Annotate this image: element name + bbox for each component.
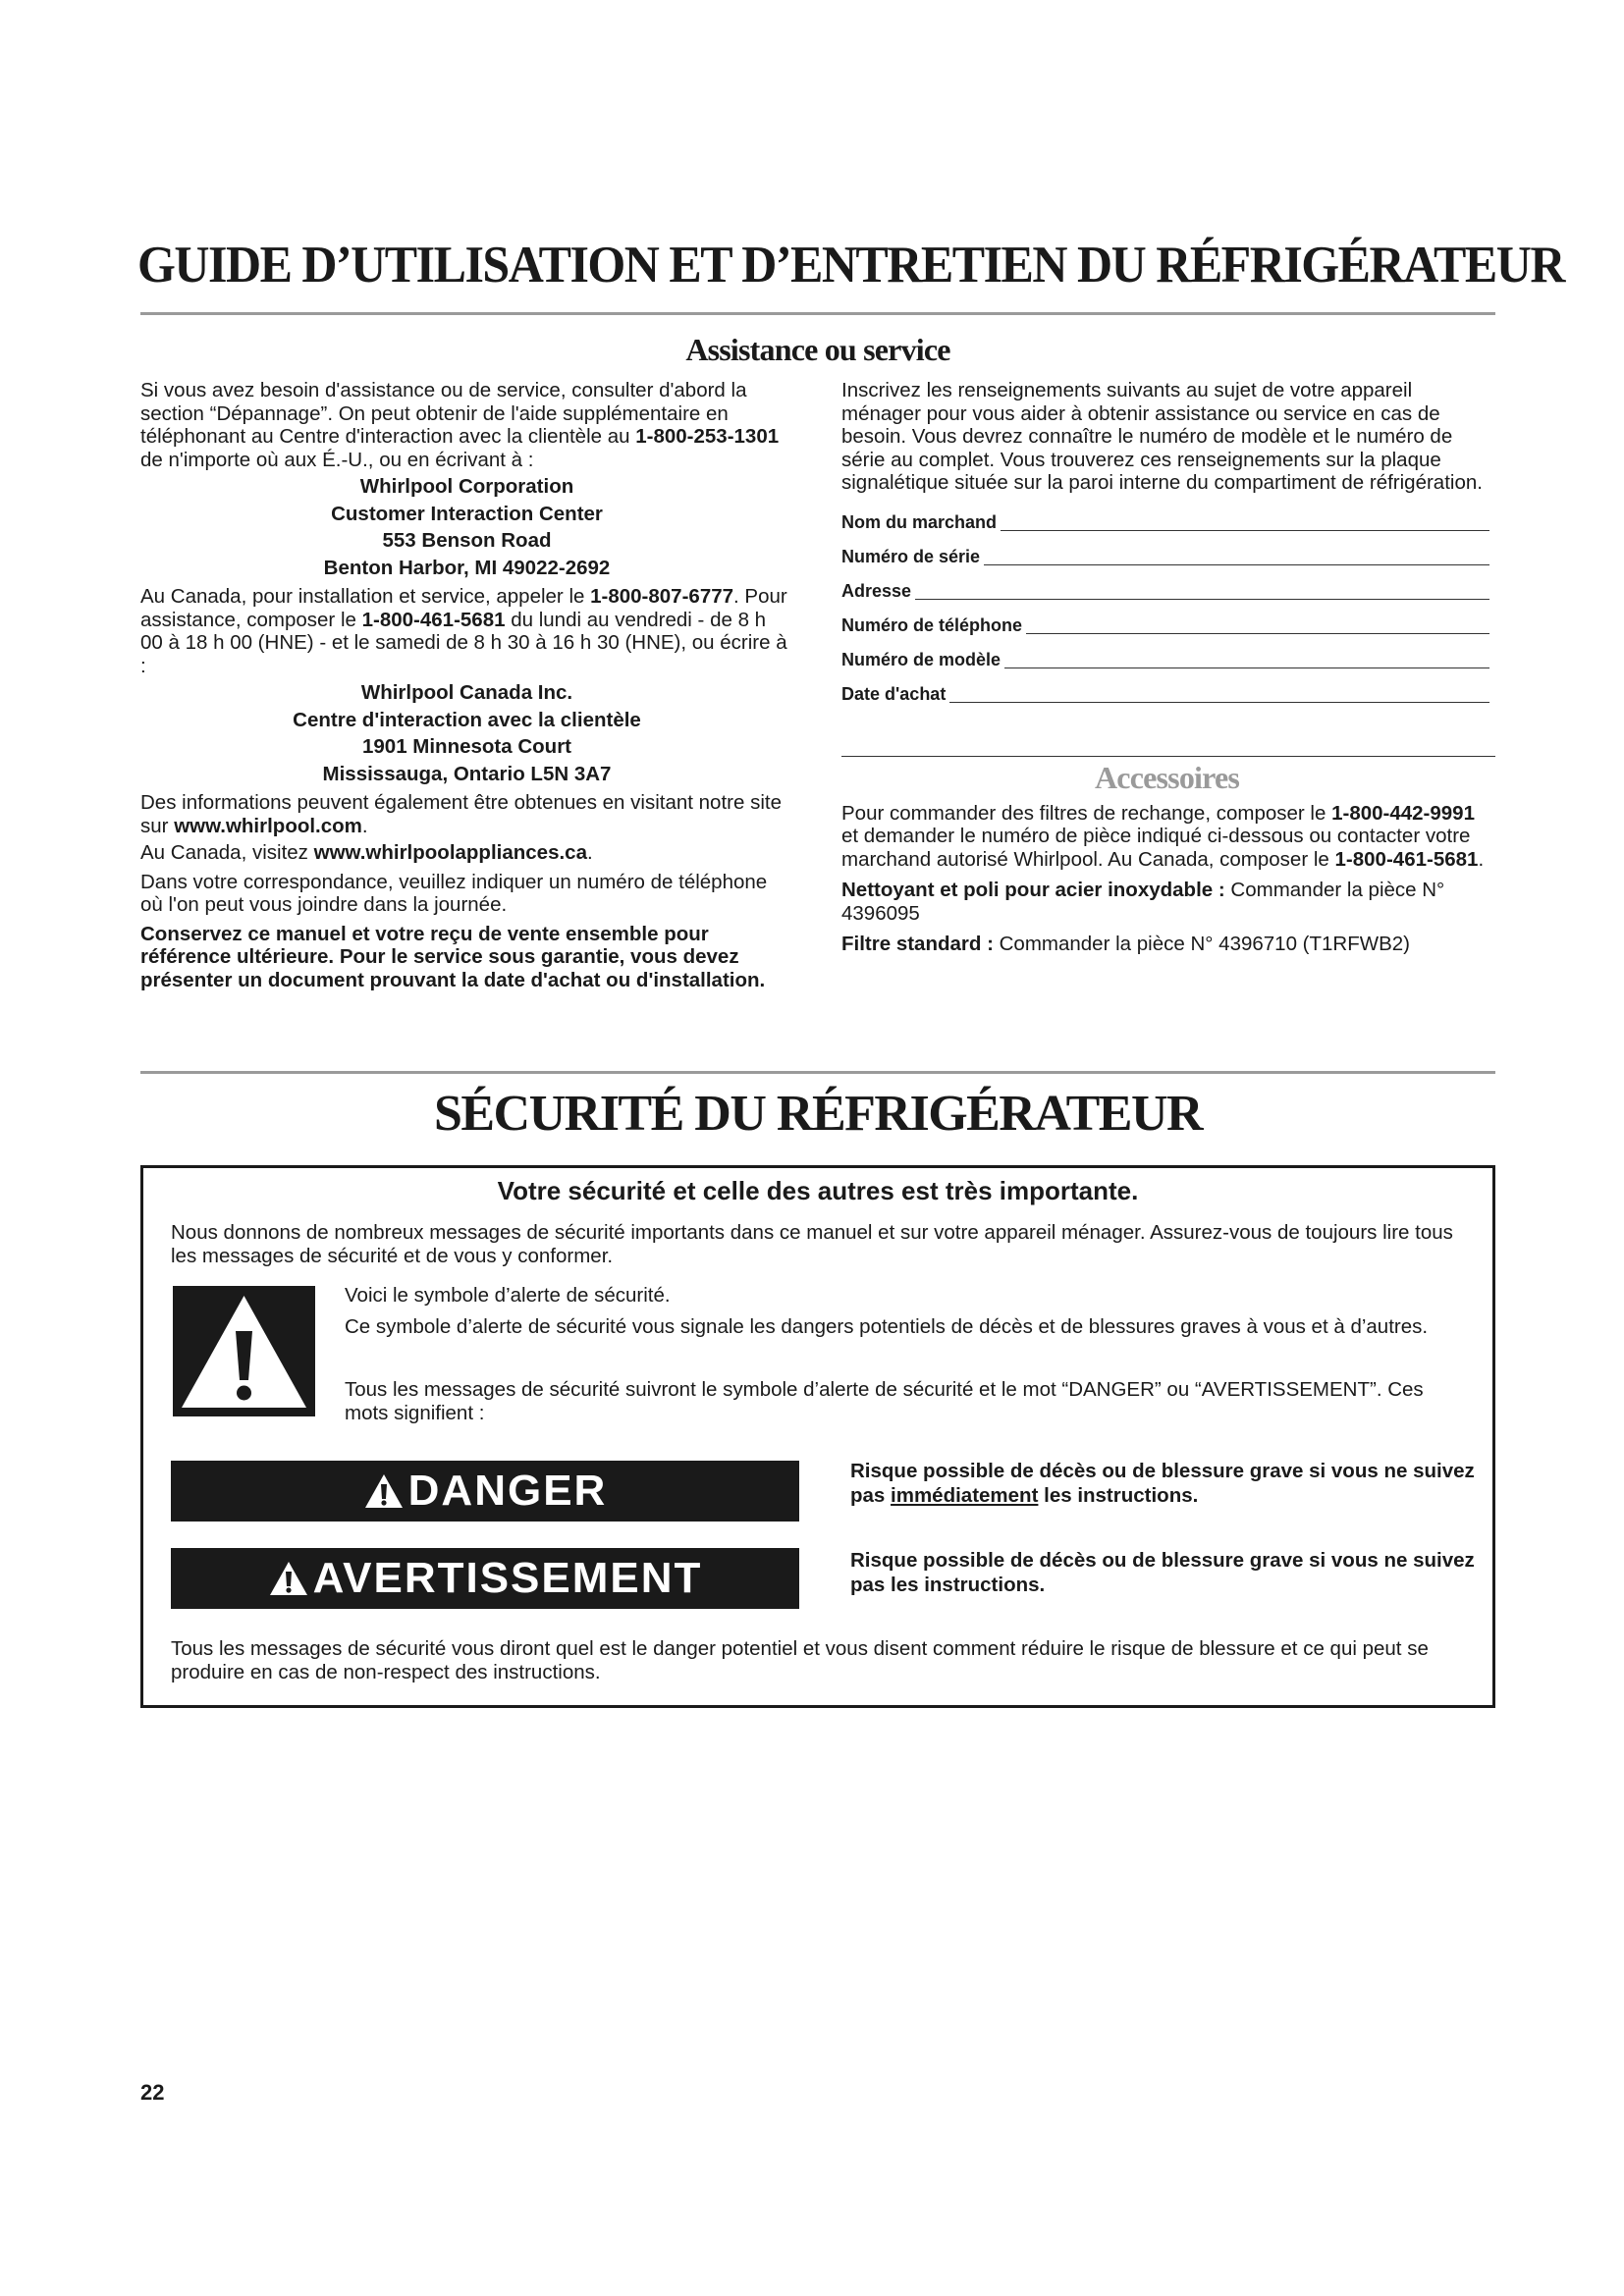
correspondence-text: Dans votre correspondance, veuillez indiquer un numéro de téléphone où l'on peut vous joindre dans la journée. — [140, 870, 768, 916]
canada-assist-phone: 1-800-461-5681 — [361, 608, 506, 631]
field-phone-number[interactable]: Numéro de téléphone — [841, 604, 1489, 638]
assistance-column — [140, 379, 793, 995]
accessory-item-filter: Filtre standard : Commander la pièce N° 4396710 (T1RFWB2) — [841, 933, 1410, 955]
follow-text: Tous les messages de sécurité suivront le symbole d’alerte de sécurité et le mot “DANGER” ou “AVERTISSEMENT”. Ces mots signifient : — [345, 1378, 1424, 1424]
safety-intro: Nous donnons de nombreux messages de sécurité importants dans ce manuel et sur votre appareil ménager. Assurez-vous de toujours lire tous les messages de sécurité et de vous y conformer. — [171, 1221, 1453, 1267]
accessories-divider — [841, 756, 1495, 758]
keep-manual-note: Conservez ce manuel et votre reçu de vente ensemble pour référence ultérieure. Pour le service sous garantie, vous devez présenter un document prouvant la date d'achat ou d'installation. — [140, 922, 766, 991]
warning-triangle-icon — [173, 1286, 315, 1416]
record-column — [841, 379, 1492, 960]
canada-install-phone: 1-800-807-6777 — [590, 585, 734, 608]
field-serial-number[interactable]: Numéro de série — [841, 535, 1489, 569]
us-address: Whirlpool Corporation Customer Interaction Center 553 Benson Road Benton Harbor, MI 49022-2692 — [323, 475, 611, 579]
accessories-order-text: Pour commander des filtres de rechange, composer le 1-800-442-9991 et demander le numéro de pièce indiqué ci-dessous ou contacter votre marchand autorisé Whirlpool. Au Canada, composer le 1-800-461-5681. — [841, 801, 1485, 871]
accessories-phone-canada: 1-800-461-5681 — [1334, 847, 1479, 871]
record-form — [841, 501, 1489, 707]
whirlpool-link[interactable]: www.whirlpool.com — [174, 814, 362, 837]
danger-description: Risque possible de décès ou de blessure grave si vous ne suivez pas immédiatement les instructions. — [850, 1460, 1475, 1507]
accessories-heading: Accessoires — [1095, 760, 1239, 795]
accessory-item-cleaner: Nettoyant et poli pour acier inoxydable : Commander la pièce N° 4396095 — [841, 879, 1445, 925]
assistance-heading: Assistance ou service — [685, 332, 950, 367]
warning-description: Risque possible de décès ou de blessure grave si vous ne suivez pas les instructions. — [850, 1549, 1475, 1596]
canada-web-info: Au Canada, visitez www.whirlpoolappliances.ca. — [140, 841, 593, 864]
safety-box — [140, 1165, 1495, 1708]
canada-service-text: Au Canada, pour installation et service, appeler le 1-800-807-6777. Pour assistance, composer le 1-800-461-5681 du lundi au vendredi - de 8 h 00 à 18 h 00 (HNE) - et le samedi de 8 h 30 à 16 h 30 (HNE), ou écrire à : — [140, 585, 787, 677]
web-info: Des informations peuvent également être obtenues en visitant notre site sur www.whirlpool.com. — [140, 791, 782, 837]
page-title: GUIDE D’UTILISATION ET D’ENTRETIEN DU RÉFRIGÉRATEUR — [137, 235, 1564, 294]
warning-alert-icon — [268, 1560, 309, 1597]
whirlpool-canada-link[interactable]: www.whirlpoolappliances.ca — [313, 841, 587, 864]
warning-banner: AVERTISSEMENT — [171, 1548, 799, 1609]
page-number: 22 — [140, 2080, 165, 2105]
safety-alert-symbol — [173, 1286, 315, 1416]
assistance-intro: Si vous avez besoin d'assistance ou de service, consulter d'abord la section “Dépannage”. On peut obtenir de l'aide supplémentaire en téléphonant au Centre d'interaction avec la clientèle au 1-800-253-1301 de n'importe où aux É.-U., ou en écrivant à : — [140, 379, 780, 471]
field-model-number[interactable]: Numéro de modèle — [841, 638, 1489, 672]
field-dealer-name[interactable]: Nom du marchand — [841, 501, 1489, 535]
danger-alert-icon — [363, 1472, 405, 1510]
symbol-text: Voici le symbole d’alerte de sécurité. — [345, 1284, 671, 1307]
canada-address: Whirlpool Canada Inc. Centre d'interaction avec la clientèle 1901 Minnesota Court Mississauga, Ontario L5N 3A7 — [293, 681, 641, 785]
record-intro: Inscrivez les renseignements suivants au sujet de votre appareil ménager pour vous aider à obtenir assistance ou service en cas de besoin. Vous devrez connaître le numéro de modèle et le numéro de série au complet. Vous trouverez ces renseignements sur la plaque signalétique située sur la paroi interne du compartiment de réfrigération. — [841, 379, 1483, 494]
safety-closing: Tous les messages de sécurité vous diront quel est le danger potentiel et vous disent comment réduire le risque de blessure et ce qui peut se produire en cas de non-respect des instructions. — [171, 1637, 1429, 1683]
safety-divider — [140, 1071, 1495, 1074]
field-address[interactable]: Adresse — [841, 569, 1489, 604]
title-divider — [140, 312, 1495, 315]
field-purchase-date[interactable]: Date d'achat — [841, 672, 1489, 707]
safety-title: SÉCURITÉ DU RÉFRIGÉRATEUR — [433, 1086, 1203, 1142]
us-phone: 1-800-253-1301 — [635, 425, 780, 448]
accessories-phone: 1-800-442-9991 — [1331, 801, 1475, 825]
danger-banner: DANGER — [171, 1461, 799, 1522]
symbol-description: Ce symbole d’alerte de sécurité vous signale les dangers potentiels de décès et de blessures graves à vous et à d’autres. — [345, 1315, 1429, 1338]
safety-heading: Votre sécurité et celle des autres est très importante. — [497, 1176, 1139, 1205]
